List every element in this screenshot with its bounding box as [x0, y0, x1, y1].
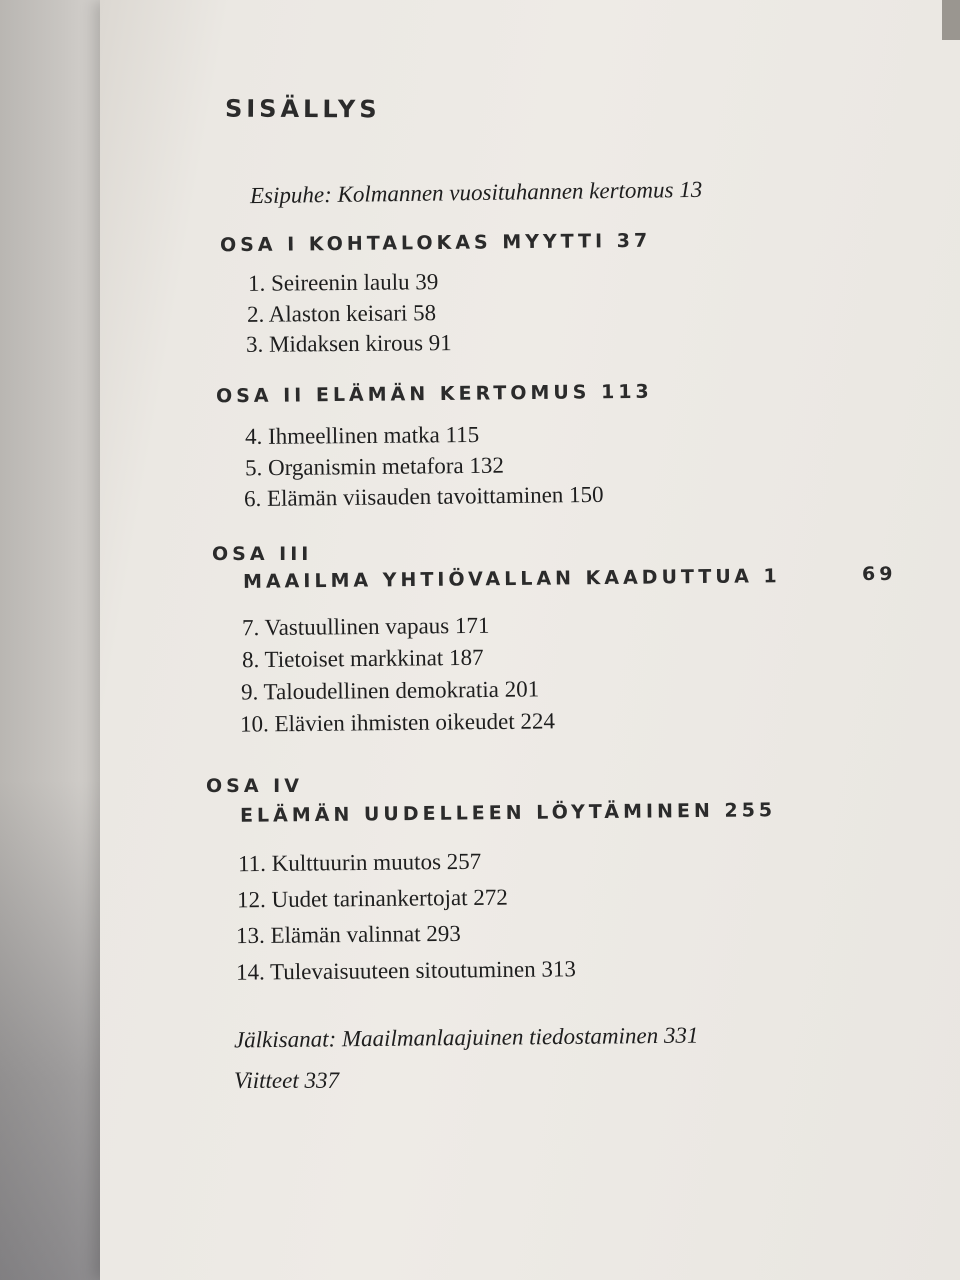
toc-part-heading: OSA III: [212, 543, 313, 565]
toc-chapter: 10. Elävien ihmisten oikeudet 224: [239, 708, 556, 737]
toc-chapter: 8. Tietoiset markkinat 187: [241, 644, 484, 673]
page-corner: [942, 0, 960, 40]
toc-part-subtitle: ELÄMÄN UUDELLEEN LÖYTÄMINEN 255: [239, 799, 777, 827]
toc-chapter: 5. Organismin metafora 132: [244, 452, 505, 481]
toc-chapter: 7. Vastuullinen vapaus 171: [241, 612, 490, 641]
toc-part-heading: OSA I KOHTALOKAS MYYTTI 37: [219, 229, 652, 257]
toc-chapter: 14. Tulevaisuuteen sitoutuminen 313: [235, 956, 577, 985]
toc-preface: Esipuhe: Kolmannen vuosituhannen kertomus 13: [249, 176, 703, 209]
toc-chapter: 13. Elämän valinnat 293: [235, 920, 461, 949]
toc-chapter: 1. Seireenin laulu 39: [247, 269, 439, 296]
toc-chapter: 6. Elämän viisauden tavoittaminen 150: [243, 481, 604, 512]
toc-afterword: Jälkisanat: Maailmanlaajuinen tiedostaminen 331: [233, 1022, 699, 1053]
toc-chapter: 2. Alaston keisari 58: [246, 300, 437, 327]
page-title: SISÄLLYS: [224, 94, 381, 124]
toc-part-subtitle: MAAILMA YHTIÖVALLAN KAADUTTUA 1: [242, 565, 781, 593]
toc-part-page: 69: [862, 563, 897, 585]
toc-chapter: 12. Uudet tarinankertojat 272: [236, 884, 508, 913]
toc-notes: Viitteet 337: [234, 1068, 339, 1093]
toc-chapter: 9. Taloudellinen demokratia 201: [240, 676, 540, 705]
toc-part-heading: OSA II ELÄMÄN KERTOMUS 113: [215, 380, 653, 408]
toc-chapter: 11. Kulttuurin muutos 257: [237, 848, 482, 877]
toc-chapter: 4. Ihmeellinen matka 115: [244, 421, 480, 450]
toc-chapter: 3. Midaksen kirous 91: [245, 330, 452, 357]
toc-part-heading: OSA IV: [206, 775, 303, 797]
